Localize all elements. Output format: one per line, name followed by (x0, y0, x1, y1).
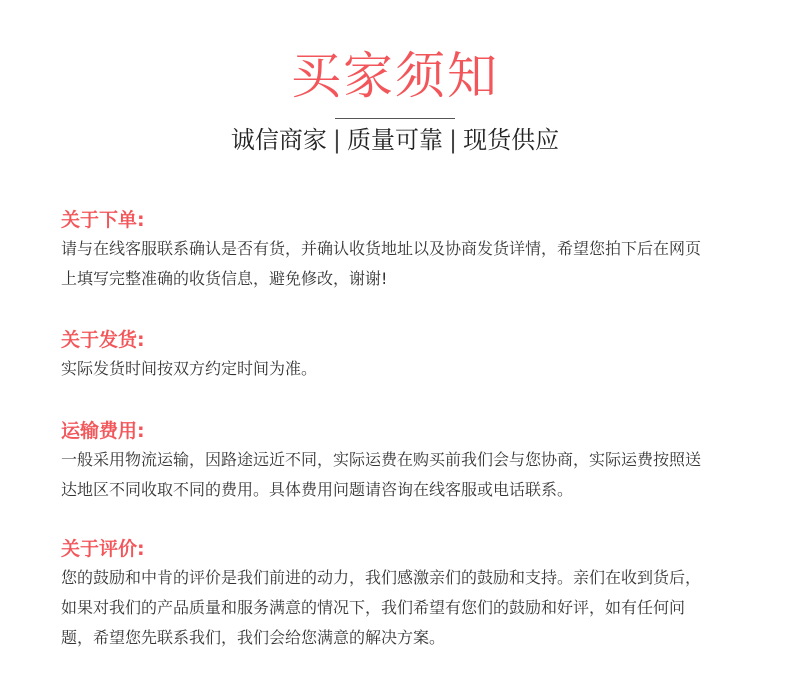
subtitle-separator: | (449, 126, 458, 154)
section-heading: 关于发货: (61, 329, 145, 351)
section-line: 请与在线客服联系确认是否有货，并确认收货地址以及协商发货详情，希望您拍下后在网页 (61, 239, 702, 258)
title-divider (335, 118, 455, 119)
section-reviews (61, 535, 741, 653)
section-ordering (61, 206, 741, 294)
section-heading: 关于评价: (61, 538, 145, 560)
section-line: 实际发货时间按双方约定时间为准。 (61, 359, 318, 378)
section-line: 您的鼓励和中肯的评价是我们前进的动力，我们感激亲们的鼓励和支持。亲们在收到货后， (61, 568, 702, 587)
subtitle (0, 122, 790, 158)
section-heading: 关于下单: (61, 209, 145, 231)
section-line: 一般采用物流运输，因路途远近不同，实际运费在购买前我们会与您协商，实际运费按照送 (61, 450, 702, 469)
subtitle-item-honest: 诚信商家 (230, 126, 327, 154)
section-line: 上填写完整准确的收货信息，避免修改，谢谢! (61, 269, 388, 288)
section-freight-cost (61, 417, 741, 505)
section-shipping (61, 326, 741, 384)
section-heading: 运输费用: (61, 420, 145, 442)
section-line: 题，希望您先联系我们，我们会给您满意的解决方案。 (61, 628, 446, 647)
subtitle-item-stock: 现货供应 (463, 126, 560, 154)
subtitle-item-quality: 质量可靠 (347, 126, 443, 154)
subtitle-separator: | (332, 126, 341, 154)
page-title: 买家须知 (291, 47, 499, 105)
section-line: 达地区不同收取不同的费用。具体费用问题请咨询在线客服或电话联系。 (61, 480, 574, 499)
section-line: 如果对我们的产品质量和服务满意的情况下，我们希望有您们的鼓励和好评，如有任何问 (61, 598, 686, 617)
